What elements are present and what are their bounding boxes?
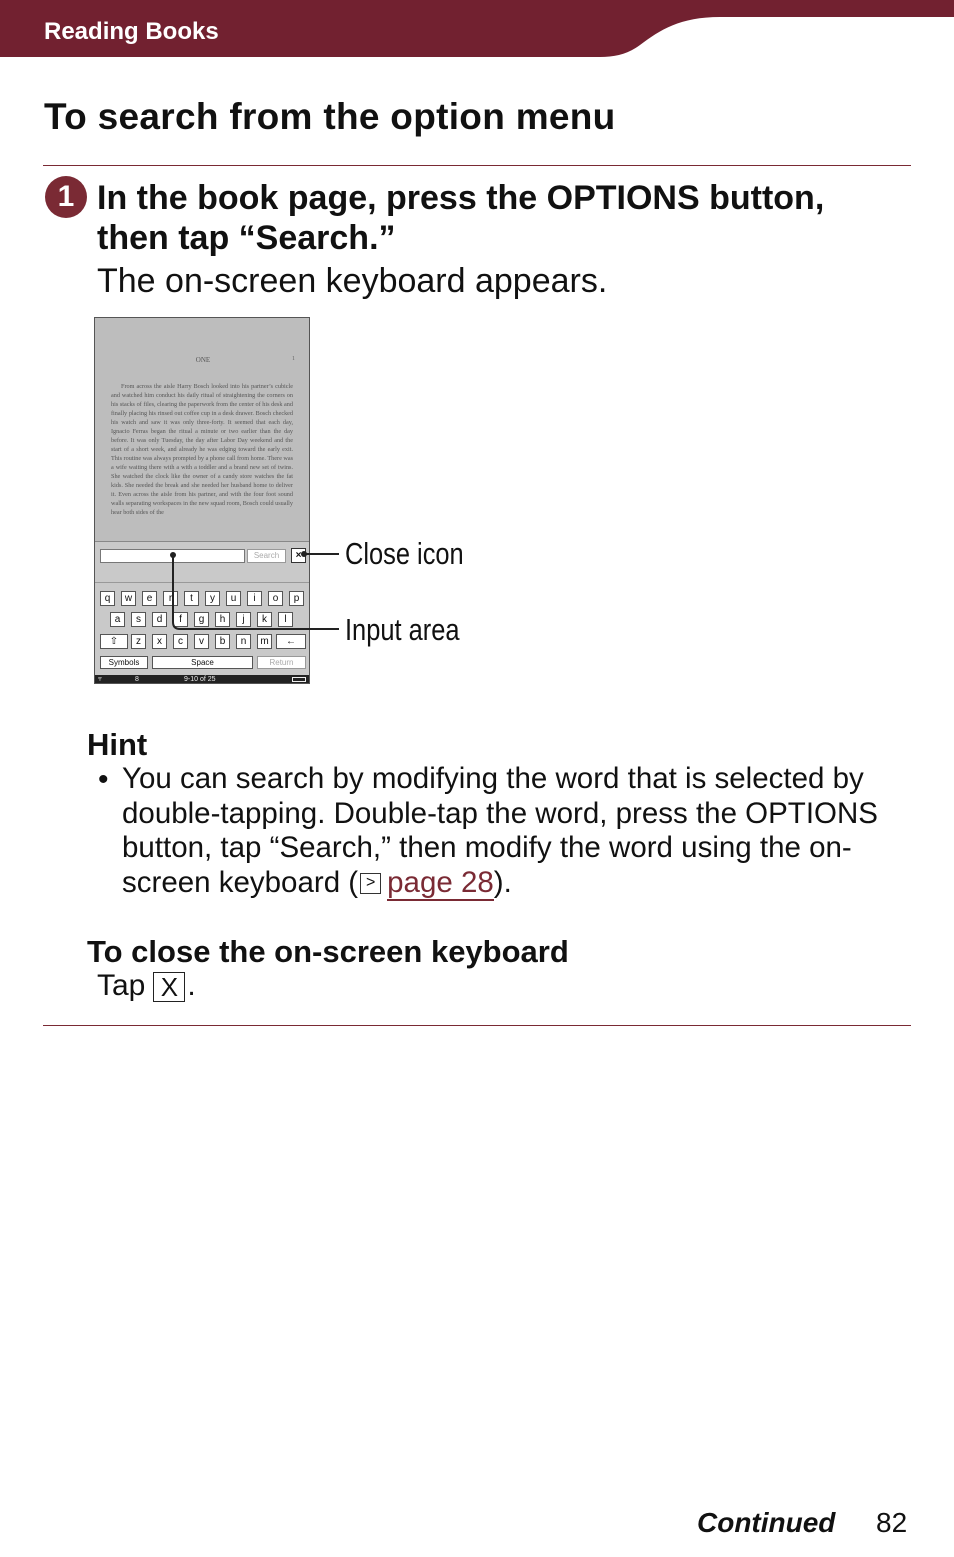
key-i[interactable]: i xyxy=(247,591,262,606)
key-l[interactable]: l xyxy=(278,612,293,627)
step-number-badge: 1 xyxy=(45,176,87,218)
hint-bullet: • xyxy=(98,763,109,796)
close-keyboard-text xyxy=(97,969,196,1003)
key-v[interactable]: v xyxy=(194,634,209,649)
backspace-key[interactable]: ← xyxy=(276,634,306,649)
space-key[interactable]: Space xyxy=(152,656,253,669)
key-g[interactable]: g xyxy=(194,612,209,627)
key-b[interactable]: b xyxy=(215,634,230,649)
device-screenshot xyxy=(94,317,310,684)
key-f[interactable]: f xyxy=(173,612,188,627)
hint-text-body: You can search by modifying the word that is selected by double-tapping. Double-tap the word, press the OPTIONS button, tap “Search,” then modify the word using the on-screen keyboard ( xyxy=(122,762,878,899)
return-key[interactable]: Return xyxy=(257,656,306,669)
book-text: From across the aisle Harry Bosch looked into his partner’s cubicle and watched him conduct his daily ritual of straightening the corners on his stacks of files, clearing the paperwork from the center of his desk and finally placing his rinsed out coffee cup in a desk drawer. Bosch checked his watch and saw it was only three-forty. It seemed that each day, Ignacio Ferras began the ritual a minute or two earlier than the day before. It was only Tuesday, the day after Labor Day weekend and the start of a short week, and already he was edging toward the early exit. This routine was always prompted by a phone call from home. There was a wife waiting there with a with a toddler and a brand new set of twins. She watched the clock like the owner of a candy store watches the fat kids. She needed the break and she needed her husband home to deliver it. Even across the aisle from his partner, and with the four foot sound walls separating workspaces in the new squad room, Bosch could usually hear both sides of the xyxy=(111,383,293,516)
bottom-divider xyxy=(43,1025,911,1026)
key-u[interactable]: u xyxy=(226,591,241,606)
key-c[interactable]: c xyxy=(173,634,188,649)
close-suffix: . xyxy=(187,969,196,1002)
search-button[interactable]: Search xyxy=(247,549,286,563)
hint-title: Hint xyxy=(87,727,148,762)
key-s[interactable]: s xyxy=(131,612,146,627)
key-a[interactable]: a xyxy=(110,612,125,627)
close-x-icon: X xyxy=(153,972,185,1002)
on-screen-keyboard xyxy=(95,541,310,676)
top-divider xyxy=(43,165,911,166)
symbols-key[interactable]: Symbols xyxy=(100,656,148,669)
key-d[interactable]: d xyxy=(152,612,167,627)
key-y[interactable]: y xyxy=(205,591,220,606)
keyboard-divider xyxy=(95,582,310,583)
step-title: In the book page, press the OPTIONS button, then tap “Search.” xyxy=(97,179,825,257)
close-icon[interactable]: × xyxy=(291,548,306,563)
status-number: 8 xyxy=(135,676,139,683)
section-title: To search from the option menu xyxy=(44,96,616,137)
shift-key[interactable]: ⇧ xyxy=(100,634,128,649)
header-title: Reading Books xyxy=(44,18,219,45)
key-e[interactable]: e xyxy=(142,591,157,606)
page-reference-icon: > xyxy=(360,873,381,894)
page-header xyxy=(0,0,954,57)
key-p[interactable]: p xyxy=(289,591,304,606)
step-description: The on-screen keyboard appears. xyxy=(97,262,608,300)
close-icon-label: Close icon xyxy=(345,536,464,571)
chapter-heading: ONE xyxy=(195,356,211,364)
key-w[interactable]: w xyxy=(121,591,136,606)
battery-icon xyxy=(292,677,306,682)
page-number: 82 xyxy=(876,1507,908,1538)
key-z[interactable]: z xyxy=(131,634,146,649)
hint-text xyxy=(122,762,912,900)
hint-text-end: ). xyxy=(493,865,512,899)
key-x[interactable]: x xyxy=(152,634,167,649)
search-input[interactable] xyxy=(100,549,245,563)
page-indicator: 9-10 of 25 xyxy=(184,676,216,683)
key-k[interactable]: k xyxy=(257,612,272,627)
key-m[interactable]: m xyxy=(257,634,272,649)
signal-icon: ⫧ xyxy=(98,676,102,683)
key-t[interactable]: t xyxy=(184,591,199,606)
page-28-link[interactable]: page 28 xyxy=(387,865,494,899)
page-mark: 1 xyxy=(292,356,295,362)
key-j[interactable]: j xyxy=(236,612,251,627)
key-n[interactable]: n xyxy=(236,634,251,649)
key-q[interactable]: q xyxy=(100,591,115,606)
continued-label: Continued xyxy=(697,1507,836,1538)
close-keyboard-title: To close the on-screen keyboard xyxy=(87,934,569,969)
input-area-label: Input area xyxy=(345,612,460,647)
key-o[interactable]: o xyxy=(268,591,283,606)
status-bar xyxy=(95,675,310,684)
key-h[interactable]: h xyxy=(215,612,230,627)
tap-label: Tap xyxy=(97,969,146,1002)
key-r[interactable]: r xyxy=(163,591,178,606)
